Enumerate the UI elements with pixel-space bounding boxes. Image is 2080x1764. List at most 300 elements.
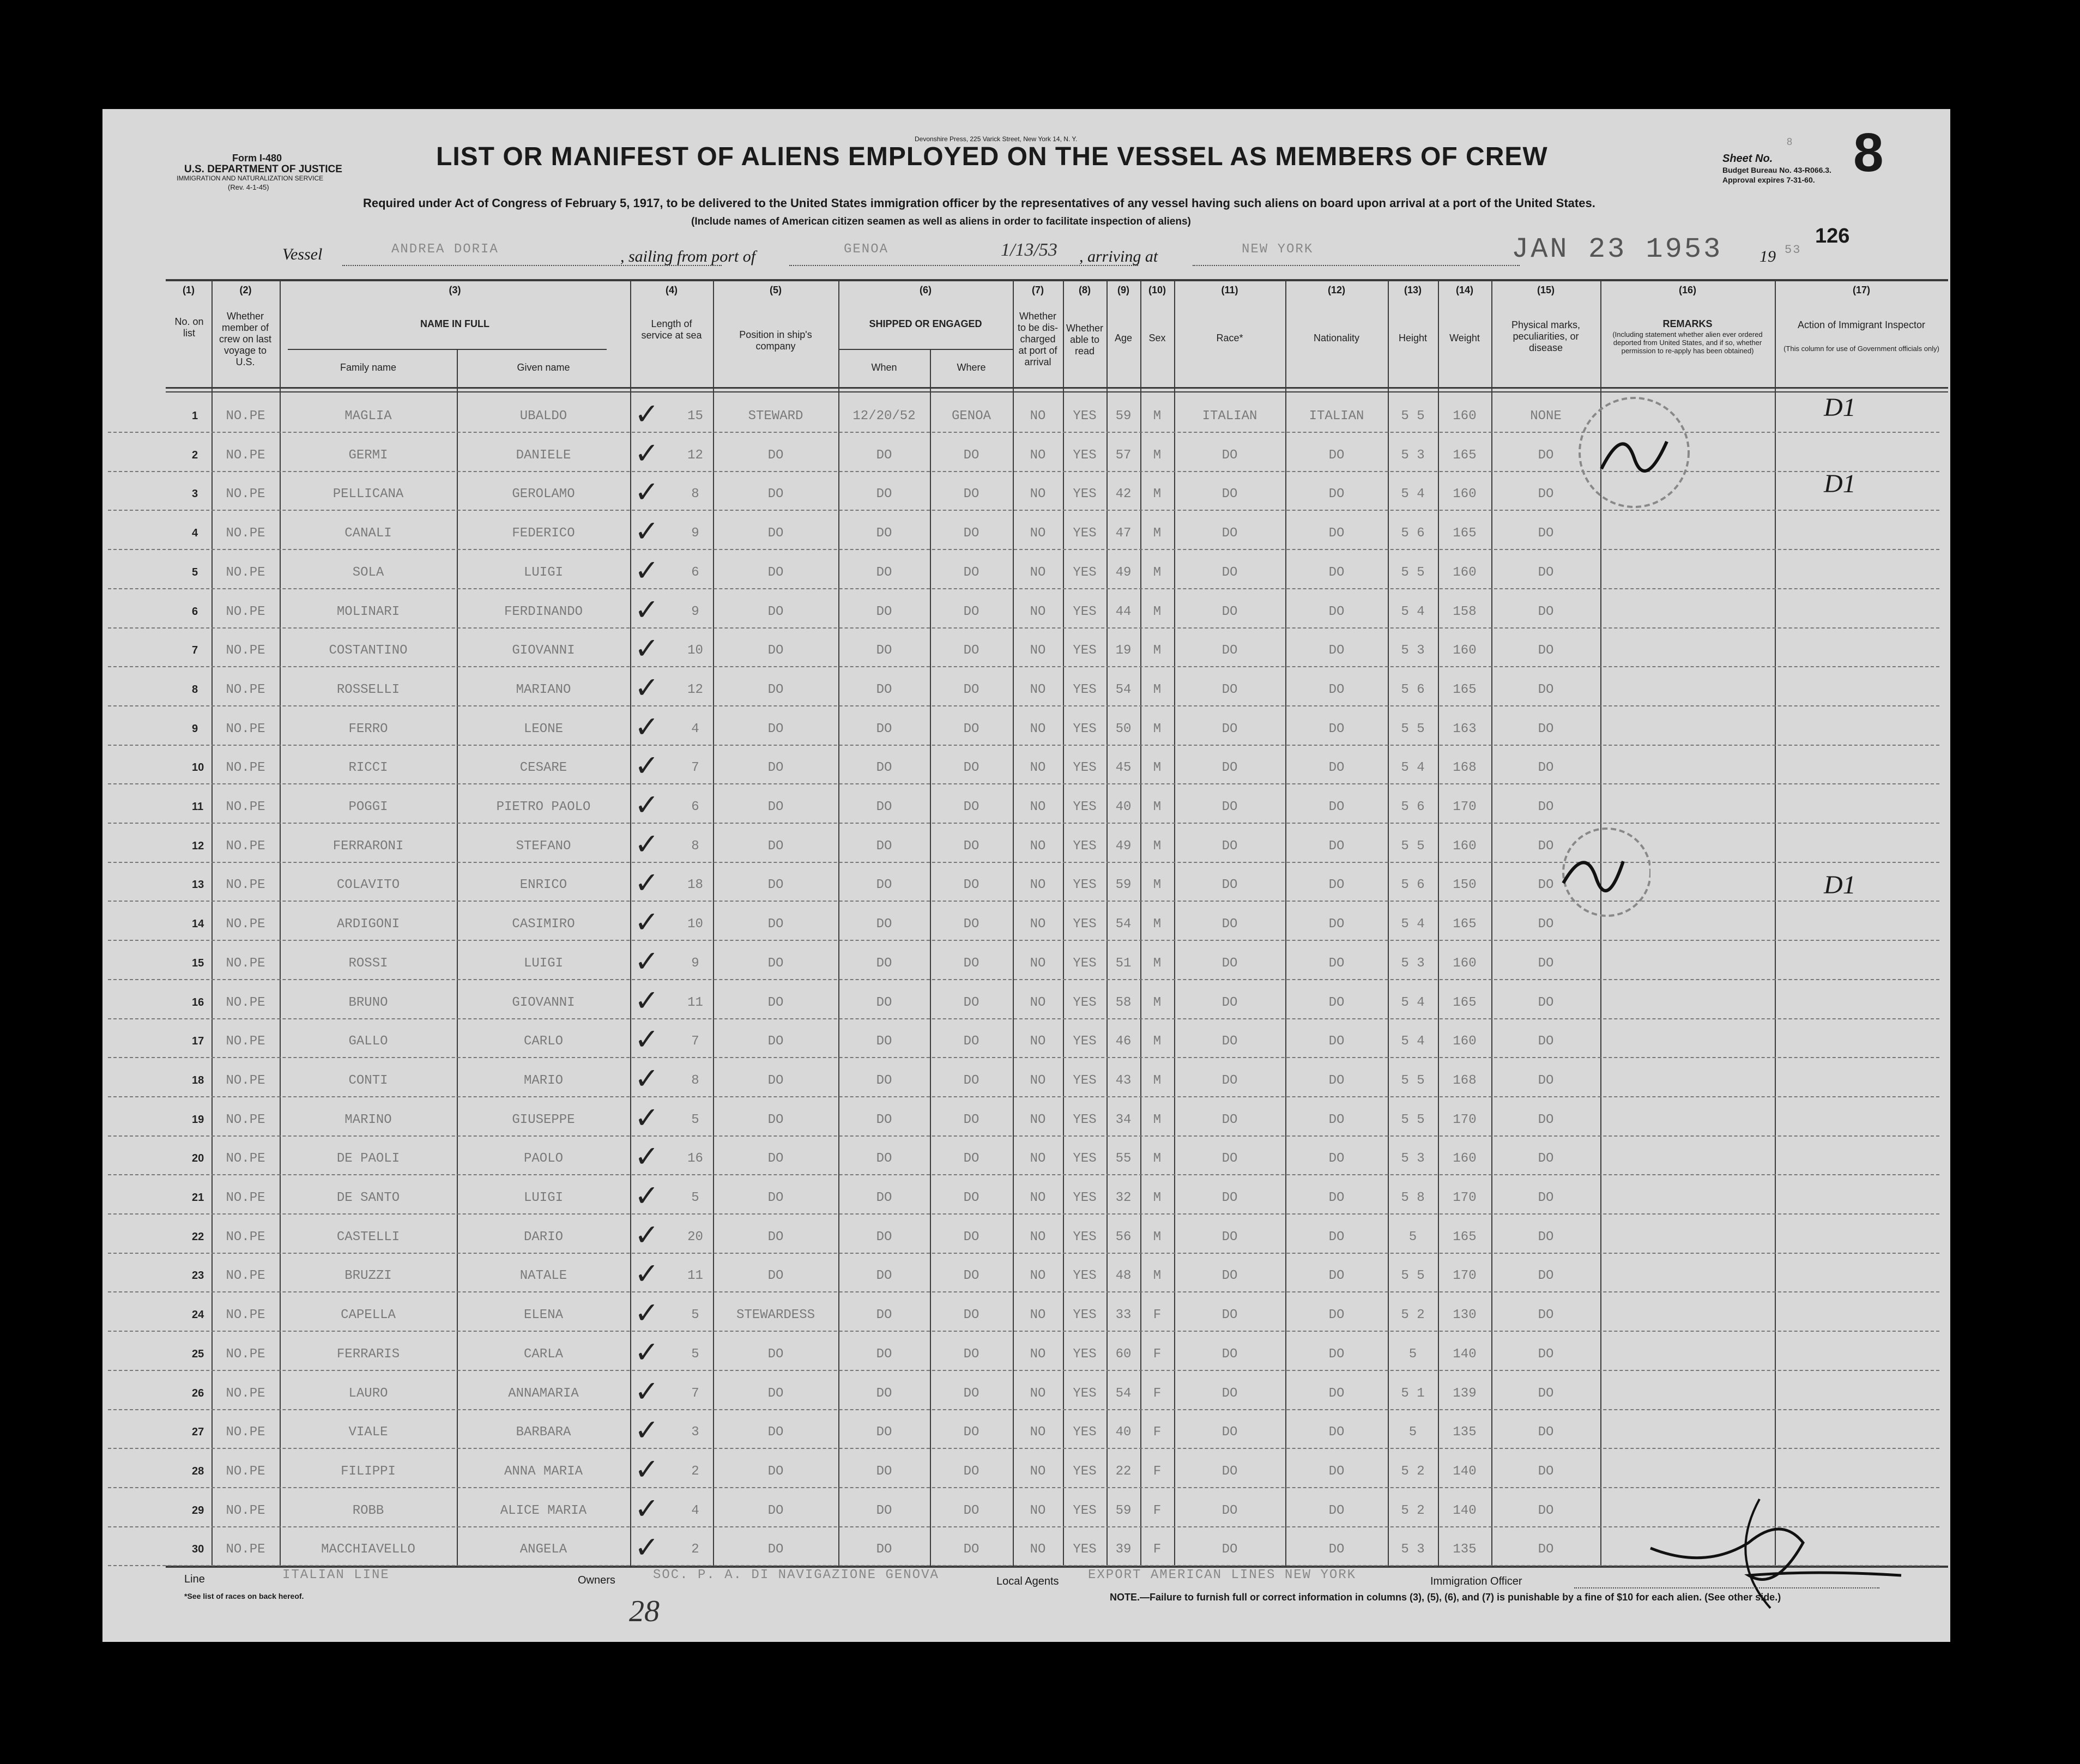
row-number: 5	[192, 566, 198, 578]
cell-c2: NO.PE	[226, 917, 265, 932]
cell-read: YES	[1073, 1386, 1097, 1401]
cell-race: DO	[1222, 604, 1238, 619]
cell-ht: 5 5	[1401, 565, 1425, 580]
cell-race: DO	[1222, 838, 1238, 854]
cell-given: ENRICO	[519, 878, 567, 893]
cell-dis: NO	[1030, 995, 1046, 1010]
col-10-number: (10)	[1148, 285, 1166, 295]
crew-row	[102, 1058, 1950, 1097]
cell-wt: 163	[1453, 721, 1477, 736]
crew-rows	[102, 394, 1950, 1566]
cell-when: DO	[876, 1542, 892, 1557]
cell-read: YES	[1073, 1464, 1097, 1479]
cell-when: DO	[876, 838, 892, 854]
officer-signature	[1640, 1494, 1923, 1635]
crew-row	[102, 706, 1950, 746]
cell-marks: DO	[1538, 1268, 1554, 1284]
check-mark-icon: ✓	[634, 709, 660, 744]
check-mark-icon: ✓	[634, 631, 660, 666]
cell-fam: COLAVITO	[336, 878, 400, 893]
cell-nat: DO	[1328, 1191, 1345, 1205]
col-7-header: Whether to be dis-charged at port of arrival	[1017, 311, 1059, 367]
cell-given: LEONE	[523, 721, 563, 736]
cell-pos: DO	[767, 878, 784, 893]
cell-marks: DO	[1538, 1191, 1554, 1205]
cell-dis: NO	[1030, 1464, 1046, 1479]
cell-marks: DO	[1538, 1425, 1554, 1440]
cell-age: 40	[1115, 800, 1132, 814]
cell-read: YES	[1073, 682, 1097, 697]
row-number: 15	[192, 957, 204, 969]
cell-marks: DO	[1538, 917, 1554, 932]
cell-c2: NO.PE	[226, 682, 265, 697]
check-mark-icon: ✓	[634, 1334, 660, 1369]
cell-marks: DO	[1538, 760, 1554, 776]
cell-race: DO	[1222, 1542, 1238, 1557]
cell-wt: 160	[1453, 409, 1477, 424]
row-number: 22	[192, 1230, 204, 1243]
check-mark-icon: ✓	[634, 1179, 660, 1213]
cell-ht: 5 4	[1401, 917, 1425, 932]
cell-nat: DO	[1328, 1308, 1345, 1323]
cell-read: YES	[1073, 760, 1097, 776]
col-7-number: (7)	[1032, 285, 1044, 295]
cell-c2: NO.PE	[226, 487, 265, 502]
cell-where: DO	[963, 1268, 979, 1284]
cell-age: 44	[1115, 604, 1132, 619]
cell-wt: 160	[1453, 487, 1477, 502]
crew-row	[102, 550, 1950, 589]
cell-wt: 160	[1453, 565, 1477, 580]
cell-svc: 12	[687, 682, 703, 697]
cell-fam: MARINO	[344, 1112, 392, 1127]
cell-nat: DO	[1328, 1229, 1345, 1245]
cell-marks: DO	[1538, 1386, 1554, 1401]
cell-where: DO	[963, 917, 979, 932]
cell-age: 47	[1115, 526, 1132, 541]
cell-sex: M	[1153, 721, 1162, 736]
cell-nat: DO	[1328, 917, 1345, 932]
cell-fam: GALLO	[348, 1034, 388, 1049]
form-number: Form I-480	[232, 153, 282, 164]
cell-fam: COSTANTINO	[329, 643, 408, 659]
cell-c2: NO.PE	[226, 1308, 265, 1323]
cell-svc: 7	[691, 1386, 699, 1401]
cell-race: DO	[1222, 1308, 1238, 1323]
row-number: 17	[192, 1035, 204, 1048]
cell-race: DO	[1222, 682, 1238, 697]
cell-dis: NO	[1030, 1073, 1046, 1088]
row-number: 2	[192, 449, 198, 461]
cell-when: DO	[876, 1229, 892, 1245]
cell-age: 59	[1115, 878, 1132, 893]
cell-ht: 5 5	[1401, 1268, 1425, 1284]
row-number: 29	[192, 1504, 204, 1517]
cell-svc: 12	[687, 448, 703, 463]
crew-row	[102, 1097, 1950, 1137]
cell-where: DO	[963, 1346, 979, 1362]
cell-ht: 5 6	[1401, 878, 1425, 893]
cell-where: DO	[963, 1034, 979, 1049]
cell-given: FERDINANDO	[504, 604, 583, 619]
row-number: 1	[192, 410, 198, 422]
year-value: 53	[1785, 243, 1801, 257]
cell-read: YES	[1073, 1425, 1097, 1440]
cell-c2: NO.PE	[226, 1346, 265, 1362]
row-number: 3	[192, 488, 198, 500]
cell-wt: 165	[1453, 448, 1477, 463]
cell-dis: NO	[1030, 448, 1046, 463]
cell-c2: NO.PE	[226, 1425, 265, 1440]
cell-marks: DO	[1538, 1112, 1554, 1127]
cell-race: DO	[1222, 760, 1238, 776]
cell-race: DO	[1222, 526, 1238, 541]
cell-c2: NO.PE	[226, 878, 265, 893]
cell-wt: 160	[1453, 1151, 1477, 1167]
cell-pos: DO	[767, 604, 784, 619]
inspector-mark: D1	[1824, 469, 1856, 498]
cell-dis: NO	[1030, 604, 1046, 619]
check-mark-icon: ✓	[634, 1452, 660, 1487]
cell-pos: DO	[767, 800, 784, 814]
row-number: 27	[192, 1426, 204, 1439]
row-number: 25	[192, 1348, 204, 1360]
col-13-header: Height	[1398, 333, 1428, 343]
cell-when: DO	[876, 1346, 892, 1362]
cell-dis: NO	[1030, 956, 1046, 971]
row-number: 23	[192, 1270, 204, 1282]
check-mark-icon: ✓	[634, 1256, 660, 1291]
cell-sex: M	[1153, 917, 1162, 932]
cell-given: NATALE	[519, 1268, 567, 1284]
cell-c2: NO.PE	[226, 565, 265, 580]
cell-svc: 5	[691, 1191, 699, 1205]
row-number: 16	[192, 996, 204, 1008]
cell-pos: DO	[767, 1191, 784, 1205]
cell-fam: ARDIGONI	[336, 917, 400, 932]
crew-row	[102, 902, 1950, 941]
cell-where: DO	[963, 1503, 979, 1518]
cell-age: 45	[1115, 760, 1132, 776]
crew-row	[102, 1215, 1950, 1254]
cell-ht: 5	[1408, 1229, 1417, 1245]
cell-nat: DO	[1328, 1268, 1345, 1284]
cell-nat: DO	[1328, 995, 1345, 1010]
cell-where: DO	[963, 1191, 979, 1205]
cell-svc: 2	[691, 1542, 699, 1557]
cell-given: ANNAMARIA	[508, 1386, 579, 1401]
cell-given: LUIGI	[523, 956, 563, 971]
cell-when: DO	[876, 1112, 892, 1127]
row-number: 20	[192, 1152, 204, 1165]
cell-pos: STEWARDESS	[736, 1308, 815, 1323]
row-number: 21	[192, 1192, 204, 1204]
cell-race: DO	[1222, 1346, 1238, 1362]
cell-ht: 5 2	[1401, 1503, 1425, 1518]
cell-when: DO	[876, 800, 892, 814]
cell-nat: DO	[1328, 1073, 1345, 1088]
cell-marks: DO	[1538, 1308, 1554, 1323]
check-mark-icon: ✓	[634, 983, 660, 1018]
cell-dis: NO	[1030, 682, 1046, 697]
col-16-header: REMARKS	[1662, 318, 1713, 329]
col-8-number: (8)	[1079, 285, 1091, 295]
cell-c2: NO.PE	[226, 448, 265, 463]
cell-where: DO	[963, 448, 979, 463]
cell-fam: ROSSI	[348, 956, 388, 971]
cell-dis: NO	[1030, 1191, 1046, 1205]
cell-pos: DO	[767, 1346, 784, 1362]
cell-c2: NO.PE	[226, 1229, 265, 1245]
cell-sex: M	[1153, 487, 1162, 502]
cell-fam: RICCI	[348, 760, 388, 776]
cell-nat: DO	[1328, 956, 1345, 971]
cell-c2: NO.PE	[226, 1386, 265, 1401]
cell-sex: F	[1153, 1464, 1162, 1479]
cell-svc: 5	[691, 1112, 699, 1127]
cell-svc: 2	[691, 1464, 699, 1479]
cell-read: YES	[1073, 800, 1097, 814]
cell-nat: DO	[1328, 1034, 1345, 1049]
check-mark-icon: ✓	[634, 748, 660, 783]
col-12-header: Nationality	[1313, 333, 1360, 343]
cell-svc: 7	[691, 760, 699, 776]
cell-nat: DO	[1328, 1346, 1345, 1362]
cell-fam: FERRARIS	[336, 1346, 400, 1362]
arriving-label: , arriving at	[1079, 247, 1158, 265]
cell-race: DO	[1222, 1386, 1238, 1401]
cell-where: DO	[963, 800, 979, 814]
cell-marks: DO	[1538, 800, 1554, 814]
cell-svc: 8	[691, 1073, 699, 1088]
steamship-line: ITALIAN LINE	[282, 1568, 390, 1582]
cell-marks: DO	[1538, 1503, 1554, 1518]
cell-wt: 160	[1453, 643, 1477, 659]
cell-ht: 5	[1408, 1425, 1417, 1440]
cell-when: DO	[876, 1151, 892, 1167]
cell-pos: STEWARD	[748, 409, 803, 424]
cell-marks: DO	[1538, 1464, 1554, 1479]
cell-race: DO	[1222, 1425, 1238, 1440]
cell-marks: DO	[1538, 1229, 1554, 1245]
col-14-header: Weight	[1449, 333, 1480, 343]
cell-given: CASIMIRO	[512, 917, 575, 932]
cell-ht: 5 5	[1401, 409, 1425, 424]
cell-age: 43	[1115, 1073, 1132, 1088]
cell-race: DO	[1222, 1191, 1238, 1205]
cell-where: DO	[963, 1425, 979, 1440]
col-4-number: (4)	[666, 285, 678, 295]
cell-read: YES	[1073, 526, 1097, 541]
col-3-given-header: Given name	[517, 362, 570, 373]
cell-fam: DE SANTO	[336, 1191, 400, 1205]
crew-row	[102, 784, 1950, 824]
cell-pos: DO	[767, 838, 784, 854]
cell-c2: NO.PE	[226, 1542, 265, 1557]
port-of-departure: GENOA	[844, 242, 889, 257]
cell-wt: 170	[1453, 1112, 1477, 1127]
cell-c2: NO.PE	[226, 760, 265, 776]
crew-row	[102, 667, 1950, 706]
cell-where: DO	[963, 643, 979, 659]
cell-nat: DO	[1328, 643, 1345, 659]
col-9-header: Age	[1114, 333, 1133, 343]
cell-when: DO	[876, 721, 892, 736]
cell-ht: 5 5	[1401, 721, 1425, 736]
cell-ht: 5 6	[1401, 800, 1425, 814]
row-number: 8	[192, 683, 198, 696]
cell-fam: MAGLIA	[344, 409, 392, 424]
cell-svc: 8	[691, 838, 699, 854]
cell-given: CARLA	[523, 1346, 563, 1362]
sheet-small: 8	[1787, 136, 1793, 147]
cell-pos: DO	[767, 1386, 784, 1401]
cell-wt: 168	[1453, 760, 1477, 776]
col-15-header: Physical marks, peculiarities, or disease	[1511, 319, 1581, 353]
cell-wt: 139	[1453, 1386, 1477, 1401]
col-3-header: NAME IN FULL	[420, 318, 489, 329]
cell-given: UBALDO	[519, 409, 567, 424]
cell-read: YES	[1073, 721, 1097, 736]
cell-svc: 16	[687, 1151, 703, 1167]
cell-fam: FERRO	[348, 721, 388, 736]
cell-read: YES	[1073, 878, 1097, 893]
row-number: 9	[192, 722, 198, 735]
cell-pos: DO	[767, 721, 784, 736]
cell-age: 42	[1115, 487, 1132, 502]
cell-sex: M	[1153, 1191, 1162, 1205]
cell-svc: 10	[687, 917, 703, 932]
cell-svc: 20	[687, 1229, 703, 1245]
cell-marks: DO	[1538, 604, 1554, 619]
cell-when: DO	[876, 760, 892, 776]
row-number: 28	[192, 1465, 204, 1477]
crew-row	[102, 980, 1950, 1019]
cell-fam: ROBB	[352, 1503, 384, 1518]
cell-read: YES	[1073, 995, 1097, 1010]
check-mark-icon: ✓	[634, 944, 660, 978]
cell-marks: DO	[1538, 448, 1554, 463]
cell-dis: NO	[1030, 487, 1046, 502]
cell-ht: 5 3	[1401, 448, 1425, 463]
cell-ht: 5 4	[1401, 604, 1425, 619]
col-9-number: (9)	[1117, 285, 1129, 295]
cell-age: 48	[1115, 1268, 1132, 1284]
cell-read: YES	[1073, 1229, 1097, 1245]
check-mark-icon: ✓	[634, 1413, 660, 1448]
crew-row	[102, 1019, 1950, 1058]
check-mark-icon: ✓	[634, 866, 660, 901]
cell-read: YES	[1073, 838, 1097, 854]
cell-ht: 5 3	[1401, 1151, 1425, 1167]
cell-nat: DO	[1328, 682, 1345, 697]
cell-marks: DO	[1538, 1151, 1554, 1167]
cell-read: YES	[1073, 565, 1097, 580]
cell-wt: 168	[1453, 1073, 1477, 1088]
cell-marks: DO	[1538, 565, 1554, 580]
cell-wt: 130	[1453, 1308, 1477, 1323]
cell-svc: 6	[691, 565, 699, 580]
cell-sex: F	[1153, 1346, 1162, 1362]
cell-where: DO	[963, 1542, 979, 1557]
cell-ht: 5 3	[1401, 643, 1425, 659]
cell-given: ALICE MARIA	[500, 1503, 587, 1518]
check-mark-icon: ✓	[634, 1530, 660, 1565]
cell-c2: NO.PE	[226, 604, 265, 619]
cell-wt: 165	[1453, 995, 1477, 1010]
cell-nat: DO	[1328, 721, 1345, 736]
check-mark-icon: ✓	[634, 788, 660, 822]
crew-row	[102, 1292, 1950, 1332]
revision: (Rev. 4-1-45)	[228, 183, 269, 191]
owners: SOC. P. A. DI NAVIGAZIONE GENOVA	[653, 1568, 939, 1582]
cell-sex: M	[1153, 878, 1162, 893]
col-1-number: (1)	[183, 285, 195, 295]
row-number: 10	[192, 762, 204, 774]
cell-marks: DO	[1538, 721, 1554, 736]
cell-fam: FERRARONI	[332, 838, 404, 854]
cell-where: DO	[963, 526, 979, 541]
cell-pos: DO	[767, 1034, 784, 1049]
cell-race: DO	[1222, 917, 1238, 932]
cell-when: DO	[876, 1425, 892, 1440]
vessel-label: Vessel	[282, 245, 323, 263]
cell-given: CARLO	[523, 1034, 563, 1049]
cell-given: CESARE	[519, 760, 567, 776]
cell-nat: ITALIAN	[1309, 409, 1364, 424]
cell-age: 46	[1115, 1034, 1132, 1049]
cell-pos: DO	[767, 956, 784, 971]
cell-race: DO	[1222, 878, 1238, 893]
check-mark-icon: ✓	[634, 514, 660, 549]
cell-sex: M	[1153, 682, 1162, 697]
cell-wt: 165	[1453, 526, 1477, 541]
cell-when: DO	[876, 1073, 892, 1088]
cell-ht: 5 2	[1401, 1308, 1425, 1323]
cell-c2: NO.PE	[226, 1503, 265, 1518]
col-5-number: (5)	[770, 285, 782, 295]
cell-sex: M	[1153, 995, 1162, 1010]
cell-wt: 170	[1453, 800, 1477, 814]
cell-fam: CANALI	[344, 526, 392, 541]
col-17-header: Action of Immigrant Inspector	[1797, 319, 1926, 330]
cell-fam: LAURO	[348, 1386, 388, 1401]
cell-pos: DO	[767, 760, 784, 776]
cell-where: DO	[963, 1112, 979, 1127]
cell-c2: NO.PE	[226, 1268, 265, 1284]
cell-sex: M	[1153, 838, 1162, 854]
cell-when: DO	[876, 1308, 892, 1323]
budget-bureau: Budget Bureau No. 43-R066.3.	[1722, 166, 1831, 174]
cell-given: DARIO	[523, 1229, 563, 1245]
cell-fam: GERMI	[348, 448, 388, 463]
crew-row	[102, 1253, 1950, 1292]
cell-given: ELENA	[523, 1308, 563, 1323]
cell-marks: DO	[1538, 643, 1554, 659]
cell-c2: NO.PE	[226, 1191, 265, 1205]
check-mark-icon: ✓	[634, 1022, 660, 1057]
cell-svc: 8	[691, 487, 699, 502]
cell-svc: 6	[691, 800, 699, 814]
cell-nat: DO	[1328, 1151, 1345, 1167]
cell-pos: DO	[767, 1503, 784, 1518]
cell-fam: SOLA	[352, 565, 384, 580]
cell-when: DO	[876, 878, 892, 893]
cell-age: 54	[1115, 682, 1132, 697]
cell-where: DO	[963, 838, 979, 854]
cell-fam: DE PAOLI	[336, 1151, 400, 1167]
cell-pos: DO	[767, 1464, 784, 1479]
